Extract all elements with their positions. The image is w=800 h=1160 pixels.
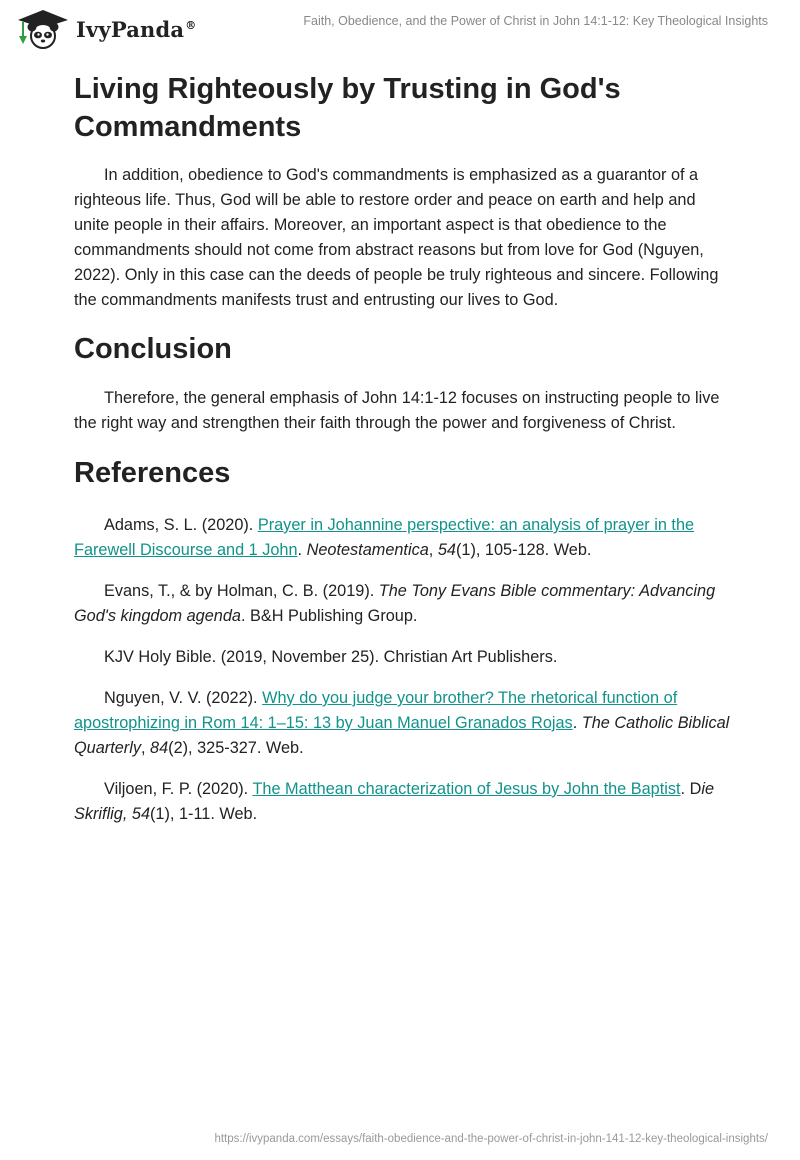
reference-link[interactable]: The Matthean characterization of Jesus by John the Baptist	[252, 780, 681, 798]
paragraph-conclusion: Therefore, the general emphasis of John 14:1-12 focuses on instructing people to live the right way and strengthen their faith through the power and forgiveness of Christ.	[74, 389, 720, 432]
section-heading-living: Living Righteously by Trusting in God's Commandments	[74, 73, 621, 143]
reference-item: KJV Holy Bible. (2019, November 25). Christian Art Publishers.	[104, 648, 558, 666]
section-heading-references: References	[74, 457, 231, 489]
paragraph-living: In addition, obedience to God's commandments is emphasized as a guarantor of a righteous life. Thus, God will be able to restore order and peace on earth and help and unite people in their affairs. Moreover, an important aspect is that obedience to the commandments should not come from abstract reasons but from love for God (Nguyen, 2022). Only in this case can the deeds of people be truly righteous and sincere. Following the commandments manifests trust and entrusting our lives to God.	[74, 166, 719, 309]
logo-text: IvyPanda®	[76, 16, 197, 42]
document-title: Faith, Obedience, and the Power of Christ in John 14:1-12: Key Theological Insights	[303, 14, 768, 28]
footer-url[interactable]: https://ivypanda.com/essays/faith-obedience-and-the-power-of-christ-in-john-141-12-key-theological-insights/	[214, 1133, 768, 1145]
reference-item: Evans, T., & by Holman, C. B. (2019). The Tony Evans Bible commentary: Advancing God's kingdom agenda. B&H Publishing Group.	[74, 582, 716, 625]
panda-graduation-cap-icon	[14, 8, 72, 50]
reference-link[interactable]: Why do you judge your brother? The rhetorical function of apostrophizing in Rom 14: 1–15: 13 by Juan Manuel Granados Rojas	[74, 689, 678, 732]
page-header	[0, 0, 800, 50]
essay-content	[74, 70, 734, 843]
logo[interactable]	[14, 8, 196, 50]
reference-link[interactable]: Prayer in Johannine perspective: an analysis of prayer in the Farewell Discourse and 1 John	[74, 516, 695, 559]
section-heading-conclusion: Conclusion	[74, 333, 232, 365]
reference-item: Viljoen, F. P. (2020). The Matthean characterization of Jesus by John the Baptist. Die Skriflig, 54(1), 1-11. Web.	[74, 780, 715, 823]
reference-item: Adams, S. L. (2020). Prayer in Johannine perspective: an analysis of prayer in the Farewell Discourse and 1 John. Neotestamentica, 54(1), 105-128. Web.	[74, 516, 695, 559]
reference-item: Nguyen, V. V. (2022). Why do you judge your brother? The rhetorical function of apostrophizing in Rom 14: 1–15: 13 by Juan Manuel Granados Rojas. The Catholic Biblical Quarterly, 84(2), 325-327. Web.	[74, 689, 730, 757]
